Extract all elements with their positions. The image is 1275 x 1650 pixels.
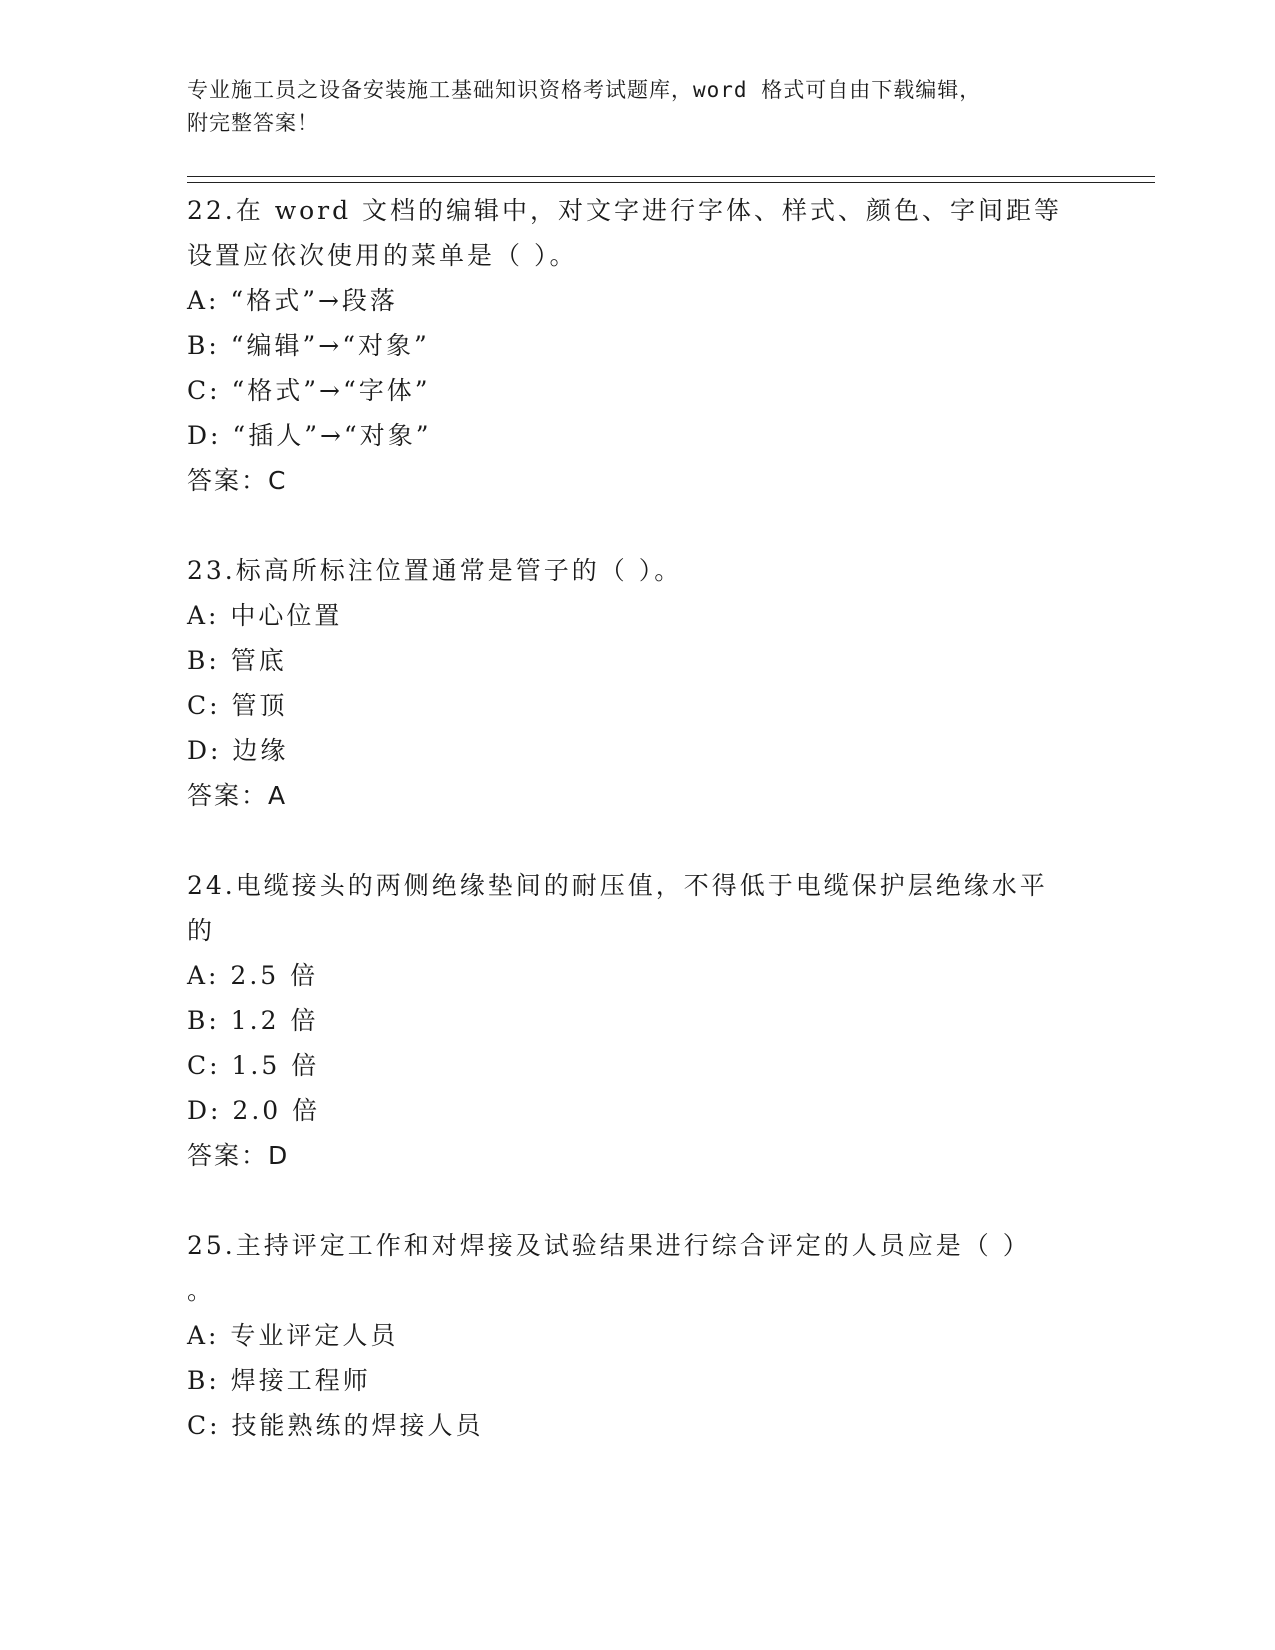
option-a: A: 中心位置 xyxy=(187,601,343,630)
document-header xyxy=(187,74,1087,140)
answer-line: 答案：D xyxy=(187,1141,290,1170)
question-23 xyxy=(187,548,1087,818)
question-stem-line: 23.标高所标注位置通常是管子的（ ）。 xyxy=(187,556,683,585)
option-b: B: 管底 xyxy=(187,646,287,675)
header-line-2: 附完整答案！ xyxy=(187,111,319,135)
option-d: D: 2.0 倍 xyxy=(187,1096,321,1125)
header-divider-bottom xyxy=(187,182,1155,183)
answer-line: 答案：A xyxy=(187,781,288,810)
option-c: C: 1.5 倍 xyxy=(187,1051,320,1080)
option-b: B: “编辑”→“对象” xyxy=(187,331,430,360)
option-a: A: “格式”→段落 xyxy=(187,286,398,315)
header-divider-top xyxy=(187,176,1155,177)
option-a: A: 2.5 倍 xyxy=(187,961,319,990)
option-c: C: 技能熟练的焊接人员 xyxy=(187,1411,484,1440)
question-stem-line: 设置应依次使用的菜单是（ ）。 xyxy=(187,241,578,270)
question-stem-line: 25.主持评定工作和对焊接及试验结果进行综合评定的人员应是（ ） xyxy=(187,1231,1031,1260)
option-b: B: 1.2 倍 xyxy=(187,1006,319,1035)
question-stem-line: 22.在 word 文档的编辑中，对文字进行字体、样式、颜色、字间距等 xyxy=(187,196,1063,225)
option-d: D: 边缘 xyxy=(187,736,289,765)
question-stem-line: 24.电缆接头的两侧绝缘垫间的耐压值，不得低于电缆保护层绝缘水平 xyxy=(187,871,1048,900)
question-24 xyxy=(187,863,1087,1178)
option-a: A: 专业评定人员 xyxy=(187,1321,399,1350)
question-stem-line: 的 xyxy=(187,916,216,945)
option-c: C: 管顶 xyxy=(187,691,288,720)
answer-line: 答案：C xyxy=(187,466,288,495)
option-d: D: “插人”→“对象” xyxy=(187,421,432,450)
question-list xyxy=(187,188,1087,1448)
question-25 xyxy=(187,1223,1087,1448)
option-b: B: 焊接工程师 xyxy=(187,1366,371,1395)
header-line-1: 专业施工员之设备安装施工基础知识资格考试题库，word 格式可自由下载编辑， xyxy=(187,78,982,102)
option-c: C: “格式”→“字体” xyxy=(187,376,431,405)
question-22 xyxy=(187,188,1087,503)
question-stem-line: 。 xyxy=(187,1276,216,1305)
